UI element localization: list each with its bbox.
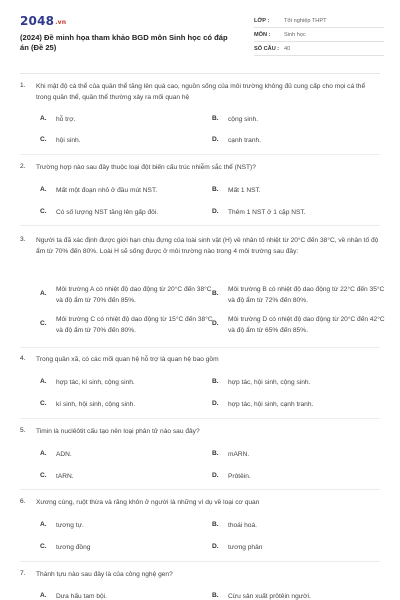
option-letter: D.: [212, 472, 219, 479]
option-letter: C.: [40, 543, 47, 550]
option-letter: B.: [212, 290, 219, 297]
option-text: Prôtêin.: [228, 473, 251, 480]
option-text: mARN.: [228, 451, 250, 458]
meta-class-value: Tốt nghiệp THPT: [284, 18, 327, 24]
option-text: tương tự.: [56, 522, 84, 529]
question-text: Thành tựu nào sau đây là của công nghệ gen?: [36, 571, 173, 578]
question-number: 4.: [20, 355, 26, 362]
logo-text: 2048: [20, 14, 55, 28]
meta-subject-value: Sinh học: [284, 32, 306, 38]
question-number: 1.: [20, 82, 26, 89]
meta-count-label: SỐ CÂU :: [254, 46, 280, 52]
header-divider: [20, 73, 380, 74]
option-text: Mất 1 NST.: [228, 187, 261, 194]
question-4: [20, 355, 380, 415]
option-letter: C.: [40, 400, 47, 407]
site-logo[interactable]: [20, 14, 66, 28]
question-6: [20, 498, 380, 558]
option-letter: D.: [212, 208, 219, 215]
option-letter: B.: [212, 186, 219, 193]
question-number: 3.: [20, 236, 26, 243]
option-letter: C.: [40, 320, 47, 327]
question-3: [20, 236, 385, 346]
option-text: tARN.: [56, 473, 74, 480]
question-text: Khi mật độ cá thể của quần thể tăng lên quá cao, nguồn sống của môi trường không đủ cung cấp cho mọi cá thể trong quần thể, quần thể thường xảy ra mối quan hệ: [36, 83, 366, 101]
question-number: 6.: [20, 498, 26, 505]
option-text: Môi trường A có nhiệt độ dao động từ 20°C đến 38°C và độ ẩm từ 70% đến 85%.: [56, 286, 212, 304]
option-letter: D.: [212, 400, 219, 407]
option-letter: A.: [40, 378, 47, 385]
option-text: cạnh tranh.: [228, 137, 261, 144]
meta-subject-label: MÔN :: [254, 32, 271, 38]
option-letter: B.: [212, 115, 219, 122]
question-divider: [20, 418, 380, 419]
question-number: 7.: [20, 570, 26, 577]
option-letter: D.: [212, 136, 219, 143]
option-text: tương đồng: [56, 544, 91, 551]
logo-suffix: .vn: [55, 19, 67, 26]
option-text: hợp tác, kí sinh, cộng sinh.: [56, 379, 135, 386]
option-text: Môi trường C có nhiệt độ dao động từ 15°C đến 38°C và độ ẩm từ 70% đến 80%.: [56, 316, 213, 334]
meta-subject: [254, 29, 384, 42]
question-divider: [20, 347, 380, 348]
option-letter: C.: [40, 136, 47, 143]
question-5: [20, 427, 380, 487]
page-header: [0, 0, 400, 62]
option-text: Cừu sản xuất prôtêin người.: [228, 593, 311, 600]
option-text: thoái hoá.: [228, 522, 257, 529]
question-number: 2.: [20, 163, 26, 170]
option-text: Môi trường B có nhiệt độ dao động từ 22°C đến 35°C và độ ẩm từ 72% đến 80%.: [228, 286, 385, 304]
meta-class: [254, 15, 384, 28]
option-letter: B.: [212, 521, 219, 528]
option-text: Mất một đoạn nhỏ ở đầu mút NST.: [56, 187, 158, 194]
option-letter: A.: [40, 115, 47, 122]
option-letter: A.: [40, 521, 47, 528]
option-text: hỗ trợ.: [56, 116, 76, 123]
option-text: hội sinh.: [56, 137, 81, 144]
question-divider: [20, 489, 380, 490]
meta-count-value: 40: [284, 46, 291, 52]
option-letter: C.: [40, 472, 47, 479]
option-text: tương phản: [228, 544, 263, 551]
question-number: 5.: [20, 427, 26, 434]
option-text: Môi trường D có nhiệt độ dao động từ 20°C đến 42°C và độ ẩm từ 65% đến 85%.: [228, 316, 385, 334]
option-letter: D.: [212, 543, 219, 550]
option-letter: B.: [212, 378, 219, 385]
question-2: [20, 163, 380, 223]
option-letter: B.: [212, 592, 219, 599]
option-text: hợp tác, hội sinh, cạnh tranh.: [228, 401, 314, 408]
question-7: [20, 570, 380, 600]
question-text: Người ta đã xác định được giới hạn chịu đựng của loài sinh vật (H) về nhân tố nhiệt từ 20°C đến 38°C, về nhân tố độ ẩm từ 70% đến 80%. Loài H sẽ sống được ở môi trường nào trong 4 môi trường sau đây:: [36, 237, 379, 255]
option-letter: D.: [212, 320, 219, 327]
option-text: hợp tác, hội sinh, cộng sinh.: [228, 379, 311, 386]
question-text: Timin là nuclêôtit cấu tạo nên loại phân tử nào sau đây?: [36, 428, 200, 435]
question-divider: [20, 225, 380, 226]
meta-count: [254, 43, 384, 56]
question-divider: [20, 154, 380, 155]
option-letter: A.: [40, 186, 47, 193]
option-text: cộng sinh.: [228, 116, 259, 123]
option-text: Dưa hấu tam bội.: [56, 593, 107, 600]
option-text: Thêm 1 NST ở 1 cặp NST.: [228, 209, 306, 216]
option-text: Có số lượng NST tăng lên gấp đôi.: [56, 209, 159, 216]
question-1: [20, 82, 380, 142]
question-text: Xương cùng, ruột thừa và răng khôn ở người là những ví dụ về loại cơ quan: [36, 499, 260, 506]
option-letter: B.: [212, 450, 219, 457]
option-letter: A.: [40, 450, 47, 457]
question-text: Trường hợp nào sau đây thuộc loại đột biến cấu trúc nhiễm sắc thể (NST)?: [36, 164, 256, 171]
meta-class-label: LỚP :: [254, 18, 270, 24]
option-letter: A.: [40, 290, 47, 297]
question-divider: [20, 561, 380, 562]
option-text: kí sinh, hội sinh, cộng sinh.: [56, 401, 136, 408]
option-text: ADN.: [56, 451, 72, 458]
option-letter: C.: [40, 208, 47, 215]
option-letter: A.: [40, 592, 47, 599]
question-text: Trong quần xã, có các mối quan hệ hỗ trợ là quan hệ bao gồm: [36, 356, 219, 363]
page-title: (2024) Đề minh họa tham khảo BGD môn Sinh học có đáp án (Đề 25): [20, 33, 228, 52]
